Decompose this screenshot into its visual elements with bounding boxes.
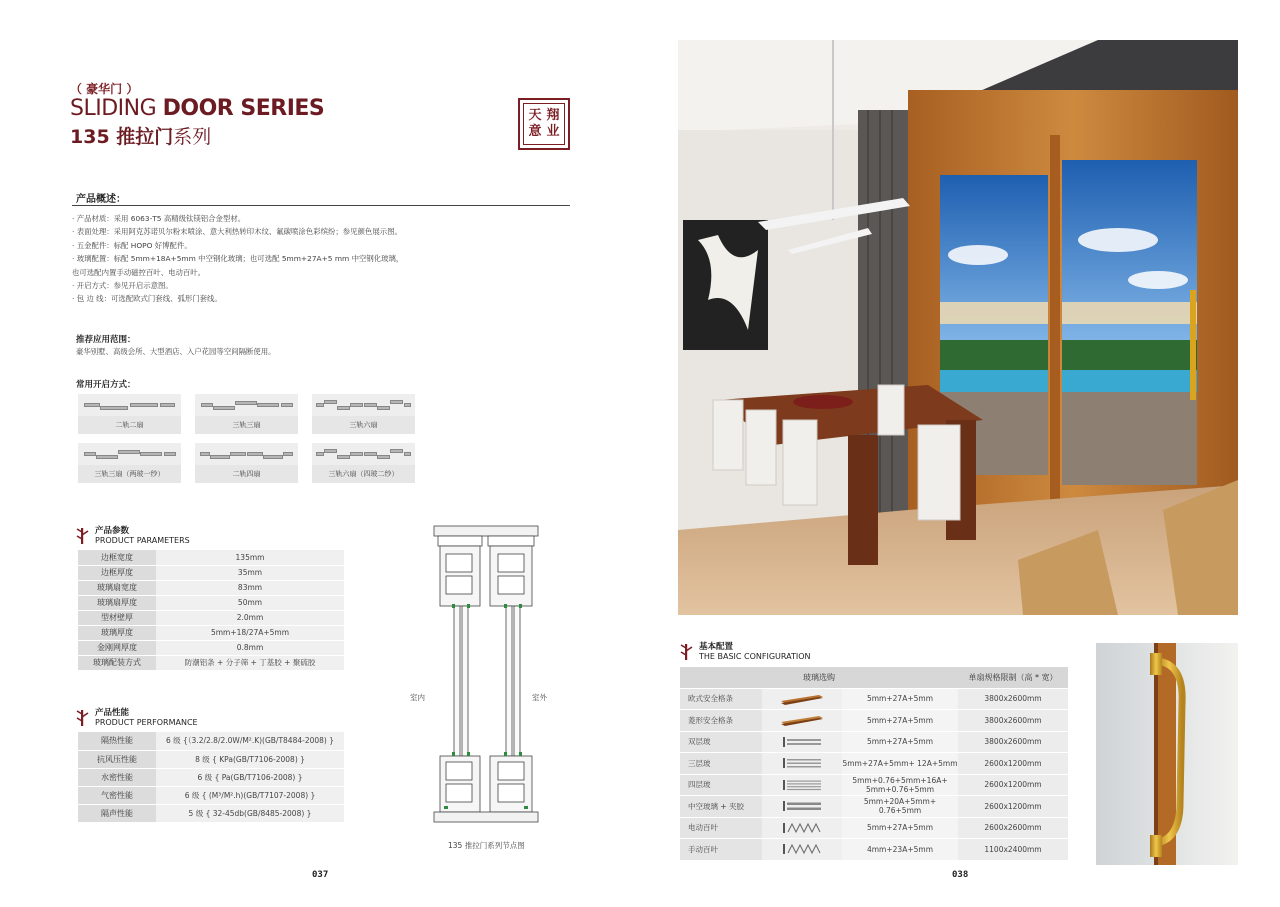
table-row xyxy=(78,550,344,565)
parameters-table xyxy=(78,550,344,671)
config-limit: 3800x2600mm xyxy=(958,688,1068,710)
config-limit: 2600x1200mm xyxy=(958,796,1068,818)
seal-char: 翔 xyxy=(546,108,560,123)
config-picture xyxy=(762,796,842,818)
config-name: 双层玻 xyxy=(680,731,762,753)
config-glass: 5mm+27A+5mm+ 12A+5mm xyxy=(842,753,958,775)
param-key: 玻璃配装方式 xyxy=(78,655,156,670)
opening-label: 三轨三扇 xyxy=(195,416,298,434)
config-limit: 2600x1200mm xyxy=(958,774,1068,796)
seal-inner xyxy=(523,103,565,145)
config-name: 三层玻 xyxy=(680,753,762,775)
config-picture xyxy=(762,688,842,710)
overview-divider xyxy=(72,205,570,206)
config-glass: 5mm+27A+5mm xyxy=(842,688,958,710)
header-glass: 玻璃选购 xyxy=(680,667,958,688)
series-cn-suffix: 系列 xyxy=(173,126,212,148)
page-number-left: 037 xyxy=(312,870,329,880)
config-glass: 5mm+27A+5mm xyxy=(842,817,958,839)
opening-label: 三轨六扇（四玻二纱） xyxy=(312,465,415,483)
table-row xyxy=(680,796,1068,818)
table-row xyxy=(680,817,1068,839)
opening-grid xyxy=(78,394,418,483)
table-row xyxy=(680,774,1068,796)
list-item: · 开启方式：参见开启示意图。 xyxy=(72,281,173,291)
series-en-bold: DOOR SERIES xyxy=(162,96,325,121)
param-key: 型材壁厚 xyxy=(78,610,156,625)
seal-char: 天 xyxy=(528,108,542,123)
config-picture xyxy=(762,710,842,732)
category-label: （ 豪华门 ） xyxy=(70,82,139,96)
table-row xyxy=(78,610,344,625)
seal-char: 意 xyxy=(528,124,542,139)
node-caption: 135 推拉门系列节点图 xyxy=(448,841,525,850)
configuration-table xyxy=(680,667,1068,861)
perf-value: 5 级 { 32-45db(GB/8485-2008) } xyxy=(156,804,344,822)
param-key: 玻璃厚度 xyxy=(78,625,156,640)
config-limit: 1100x2400mm xyxy=(958,839,1068,861)
config-limit: 2600x2600mm xyxy=(958,817,1068,839)
perf-value: 8 级 { KPa(GB/T7106-2008) } xyxy=(156,750,344,768)
param-value: 5mm+18/27A+5mm xyxy=(156,625,344,640)
overview-list xyxy=(72,212,572,306)
overview-section xyxy=(76,190,126,205)
series-en-prefix: SLIDING xyxy=(70,96,163,121)
performance-heading-text xyxy=(95,708,198,728)
configuration-title-en: THE BASIC CONFIGURATION xyxy=(699,652,811,661)
config-picture xyxy=(762,731,842,753)
opening-item xyxy=(195,394,298,434)
handle-detail-photo xyxy=(1096,643,1238,865)
performance-title-en: PRODUCT PERFORMANCE xyxy=(95,718,198,727)
config-name: 欧式安全格条 xyxy=(680,688,762,710)
opening-diagram xyxy=(312,443,415,465)
table-row xyxy=(78,804,344,822)
page-number-right: 038 xyxy=(952,870,969,880)
node-label-indoor: 室内 xyxy=(410,693,425,702)
param-key: 金刚网厚度 xyxy=(78,640,156,655)
param-value: 83mm xyxy=(156,580,344,595)
table-row xyxy=(78,750,344,768)
param-value: 0.8mm xyxy=(156,640,344,655)
param-value: 50mm xyxy=(156,595,344,610)
perf-key: 气密性能 xyxy=(78,786,156,804)
seal-char: 业 xyxy=(546,124,560,139)
node-section-drawing xyxy=(432,522,544,828)
list-item: · 包 边 线：可选配欧式门套线、弧形门套线。 xyxy=(72,294,222,304)
list-item: · 表面处理：采用阿克苏诺贝尔粉末喷涂、意大利热转印木纹、氟碳喷涂色彩缤纷；参见颜色展示图。 xyxy=(72,227,402,237)
configuration-heading-text xyxy=(699,642,811,662)
param-key: 玻璃扇宽度 xyxy=(78,580,156,595)
table-row xyxy=(78,580,344,595)
bamboo-icon xyxy=(680,643,694,661)
list-item: · 产品材质：采用 6063-T5 高精级钛镁铝合金型材。 xyxy=(72,214,246,223)
glass-laminated-icon xyxy=(779,800,825,812)
list-item: 也可选配内置手动磁控百叶、电动百叶。 xyxy=(72,267,206,277)
table-row xyxy=(78,625,344,640)
config-name: 菱形安全格条 xyxy=(680,710,762,732)
configuration-title-cn: 基本配置 xyxy=(699,642,734,652)
brand-seal-logo xyxy=(518,98,570,150)
opening-diagram xyxy=(312,394,415,416)
config-name: 电动百叶 xyxy=(680,817,762,839)
glass-double-icon xyxy=(779,736,825,748)
bamboo-icon xyxy=(76,709,90,727)
param-key: 边框厚度 xyxy=(78,565,156,580)
param-value: 35mm xyxy=(156,565,344,580)
opening-title: 常用开启方式： xyxy=(76,380,136,390)
perf-key: 抗风压性能 xyxy=(78,750,156,768)
list-item: · 五金配件：标配 HOPO 好博配件。 xyxy=(72,240,192,250)
param-value: 防潮铝条 + 分子筛 + 丁基胶 + 聚硫胶 xyxy=(156,655,344,670)
param-value: 2.0mm xyxy=(156,610,344,625)
parameters-heading-text xyxy=(95,526,190,546)
config-name: 中空玻璃 + 夹胶 xyxy=(680,796,762,818)
config-limit: 3800x2600mm xyxy=(958,710,1068,732)
table-row xyxy=(680,839,1068,861)
performance-table xyxy=(78,732,344,823)
glass-quad-icon xyxy=(779,779,825,791)
performance-heading xyxy=(76,708,198,728)
opening-label: 二轨四扇 xyxy=(195,465,298,483)
table-row xyxy=(78,565,344,580)
parameters-heading xyxy=(76,526,190,546)
config-name: 手动百叶 xyxy=(680,839,762,861)
opening-label: 二轨二扇 xyxy=(78,416,181,434)
opening-item xyxy=(312,394,415,434)
opening-diagram xyxy=(195,443,298,465)
opening-diagram xyxy=(78,443,181,465)
table-row xyxy=(78,768,344,786)
table-row xyxy=(680,731,1068,753)
blind-manual-icon xyxy=(779,843,825,855)
config-name: 四层玻 xyxy=(680,774,762,796)
parameters-title-en: PRODUCT PARAMETERS xyxy=(95,536,190,545)
config-glass: 4mm+23A+5mm xyxy=(842,839,958,861)
table-row xyxy=(680,688,1068,710)
table-row xyxy=(78,595,344,610)
opening-item xyxy=(78,443,181,483)
table-header-row xyxy=(680,667,1068,688)
bar-euro-icon xyxy=(779,693,825,705)
config-picture xyxy=(762,774,842,796)
opening-label: 三轨三扇（两玻一纱） xyxy=(78,465,181,483)
series-cn-bold: 135 推拉门 xyxy=(70,126,174,148)
perf-key: 水密性能 xyxy=(78,768,156,786)
config-glass: 5mm+27A+5mm xyxy=(842,710,958,732)
interior-photo xyxy=(678,40,1238,615)
table-row xyxy=(680,753,1068,775)
table-row xyxy=(78,640,344,655)
config-glass: 5mm+27A+5mm xyxy=(842,731,958,753)
perf-value: 6 级 {（3.2/2.8/2.0W/M².K)(GB/T8484-2008) } xyxy=(156,732,344,750)
config-limit: 3800x2600mm xyxy=(958,731,1068,753)
list-item: · 玻璃配置：标配 5mm+18A+5mm 中空钢化玻璃；也可选配 5mm+27A+5 mm 中空钢化玻璃， xyxy=(72,254,404,264)
bar-diamond-icon xyxy=(779,714,825,726)
opening-label: 三轨六扇 xyxy=(312,416,415,434)
series-title-cn xyxy=(70,122,211,149)
parameters-title-cn: 产品参数 xyxy=(95,526,130,536)
config-picture xyxy=(762,753,842,775)
param-value: 135mm xyxy=(156,550,344,565)
table-row xyxy=(78,786,344,804)
perf-value: 6 级 { Pa(GB/T7106-2008) } xyxy=(156,768,344,786)
table-row xyxy=(680,710,1068,732)
blind-electric-icon xyxy=(779,822,825,834)
header-limit: 单扇规格限制（高 * 宽） xyxy=(958,667,1068,688)
param-key: 边框宽度 xyxy=(78,550,156,565)
config-glass: 5mm+20A+5mm+ 0.76+5mm xyxy=(842,796,958,818)
config-glass: 5mm+0.76+5mm+16A+ 5mm+0.76+5mm xyxy=(842,774,958,796)
application-text: 豪华别墅、高级会所、大型酒店、入户花园等空间隔断使用。 xyxy=(76,347,276,356)
overview-title: 产品概述： xyxy=(76,194,126,205)
opening-diagram xyxy=(195,394,298,416)
bamboo-icon xyxy=(76,527,90,545)
opening-item xyxy=(195,443,298,483)
node-label-outdoor: 室外 xyxy=(532,693,547,702)
perf-key: 隔声性能 xyxy=(78,804,156,822)
opening-item xyxy=(78,394,181,434)
config-picture xyxy=(762,817,842,839)
param-key: 玻璃扇厚度 xyxy=(78,595,156,610)
perf-key: 隔热性能 xyxy=(78,732,156,750)
opening-diagram xyxy=(78,394,181,416)
config-picture xyxy=(762,839,842,861)
perf-value: 6 级 { (M³/M².h)(GB/T7107-2008) } xyxy=(156,786,344,804)
glass-triple-icon xyxy=(779,757,825,769)
opening-item xyxy=(312,443,415,483)
performance-title-cn: 产品性能 xyxy=(95,708,130,718)
table-row xyxy=(78,655,344,670)
application-title: 推荐应用范围： xyxy=(76,335,136,345)
table-row xyxy=(78,732,344,750)
config-limit: 2600x1200mm xyxy=(958,753,1068,775)
series-title-en xyxy=(70,96,324,121)
configuration-heading xyxy=(680,642,811,662)
